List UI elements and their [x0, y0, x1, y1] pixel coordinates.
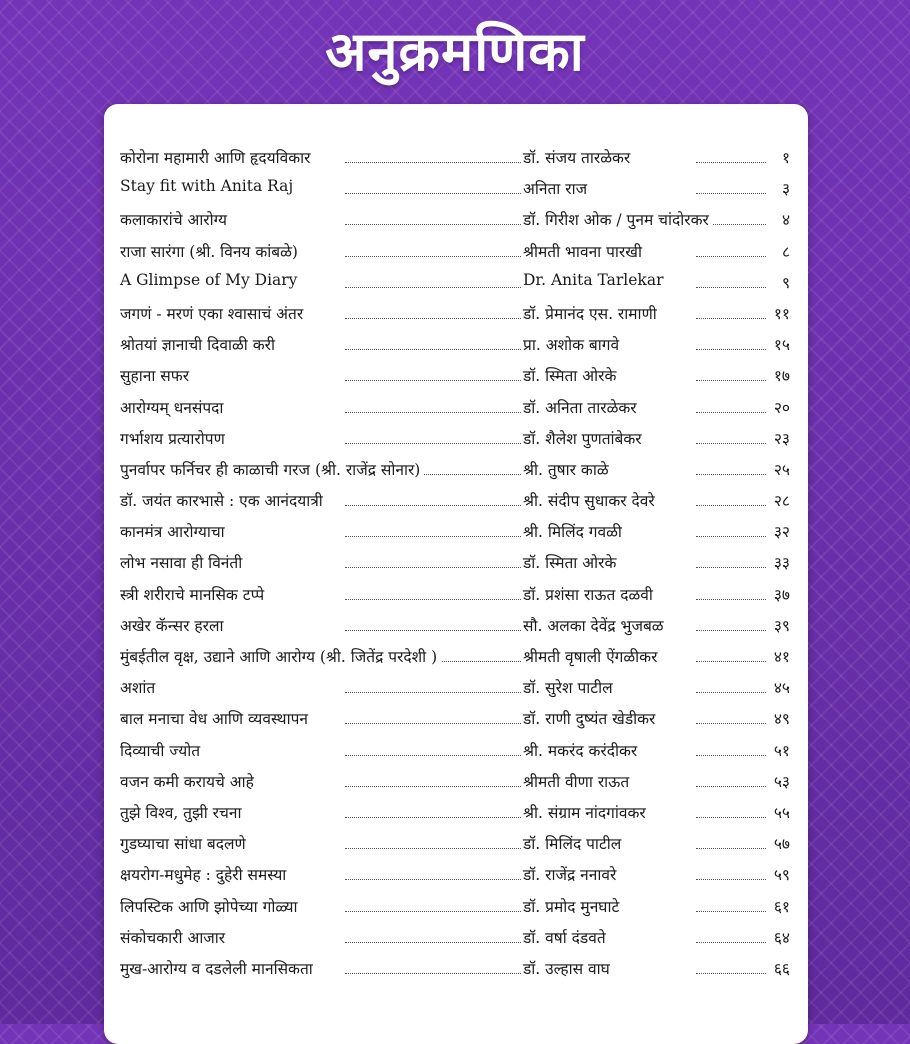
leader-dots [345, 973, 521, 974]
contents-row [120, 891, 790, 922]
article-title: क्षयरोग-मधुमेह : दुहेरी समस्या [120, 863, 290, 885]
leader-dots [696, 505, 766, 506]
leader-dots [696, 193, 766, 194]
leader-dots [696, 380, 766, 381]
article-author: डॉ. स्मिता ओरके [523, 364, 619, 386]
article-author: श्री. संदीप सुधाकर देवरे [523, 489, 658, 511]
contents-row [120, 579, 790, 610]
leader-dots [345, 224, 521, 225]
leader-dots [345, 380, 521, 381]
leader-dots [696, 879, 766, 880]
page-number: ४१ [771, 645, 790, 667]
leader-dots [696, 567, 766, 568]
leader-dots [696, 692, 766, 693]
article-author: श्रीमती वीणा राऊत [523, 770, 632, 792]
article-author: डॉ. प्रमोद मुनघाटे [523, 895, 622, 917]
article-author: अनिता राज [523, 177, 590, 199]
contents-row [120, 267, 790, 298]
leader-dots [696, 973, 766, 974]
article-title: कलाकारांचे आरोग्य [120, 208, 231, 230]
leader-dots [696, 443, 766, 444]
leader-dots [696, 755, 766, 756]
leader-dots [345, 723, 521, 724]
leader-dots [696, 287, 766, 288]
contents-row [120, 610, 790, 641]
contents-row [120, 859, 790, 890]
page-number: २५ [771, 458, 790, 480]
contents-list [120, 142, 790, 984]
page-number: ३३ [771, 551, 790, 573]
page-number: ११ [771, 302, 790, 324]
leader-dots [345, 848, 521, 849]
contents-row [120, 298, 790, 329]
leader-dots [345, 193, 521, 194]
contents-row [120, 423, 790, 454]
contents-row [120, 454, 790, 485]
article-author: डॉ. सुरेश पाटील [523, 676, 616, 698]
article-author: डॉ. स्मिता ओरके [523, 551, 619, 573]
leader-dots [696, 536, 766, 537]
leader-dots [696, 318, 766, 319]
article-title: लिपस्टिक आणि झोपेच्या गोळ्या [120, 895, 302, 917]
contents-row [120, 922, 790, 953]
article-author: डॉ. राणी दुष्यंत खेडीकर [523, 707, 658, 729]
page-number: ६१ [771, 895, 790, 917]
contents-row [120, 173, 790, 204]
article-author: सौ. अलका देवेंद्र भुजबळ [523, 614, 667, 636]
leader-dots [345, 692, 521, 693]
page-number: २८ [771, 489, 790, 511]
leader-dots [345, 412, 521, 413]
page-number: ६६ [771, 957, 790, 979]
leader-dots [345, 567, 521, 568]
leader-dots [696, 661, 766, 662]
page-number: ५१ [771, 739, 790, 761]
contents-row [120, 360, 790, 391]
leader-dots [696, 942, 766, 943]
leader-dots [345, 599, 521, 600]
contents-row [120, 797, 790, 828]
contents-row [120, 485, 790, 516]
leader-dots [345, 786, 521, 787]
article-title: लोभ नसावा ही विनंती [120, 551, 246, 573]
article-author: श्रीमती भावना पारखी [523, 240, 645, 262]
leader-dots [345, 318, 521, 319]
contents-card [104, 104, 808, 1044]
contents-row [120, 703, 790, 734]
article-author: डॉ. अनिता तारळेकर [523, 396, 640, 418]
page-number: ३ [779, 177, 790, 199]
contents-row [120, 547, 790, 578]
leader-dots [345, 256, 521, 257]
article-title: वजन कमी करायचे आहे [120, 770, 258, 792]
article-author: प्रा. अशोक बागवे [523, 333, 622, 355]
leader-dots [696, 474, 766, 475]
leader-dots [345, 755, 521, 756]
article-title: गुडघ्याचा सांधा बदलणे [120, 832, 250, 854]
contents-row [120, 142, 790, 173]
article-author: डॉ. वर्षा दंडवते [523, 926, 609, 948]
leader-dots [696, 911, 766, 912]
leader-dots [345, 443, 521, 444]
page-number: ३७ [771, 583, 790, 605]
leader-dots [696, 256, 766, 257]
page-number: १७ [771, 364, 790, 386]
article-title: अखेर कॅन्सर हरला [120, 614, 228, 636]
leader-dots [345, 879, 521, 880]
page-number: २० [771, 396, 790, 418]
article-author: Dr. Anita Tarlekar [523, 271, 666, 289]
page-number: ५९ [771, 863, 790, 885]
article-title: मुंबईतील वृक्ष, उद्याने आणि आरोग्य (श्री. जितेंद्र परदेशी ) [120, 645, 441, 667]
article-title: स्त्री शरीराचे मानसिक टप्पे [120, 583, 268, 605]
page-title: अनुक्रमणिका [325, 20, 585, 83]
page-number: ५५ [771, 801, 790, 823]
article-author: डॉ. उल्हास वाघ [523, 957, 613, 979]
article-title: राजा सारंगा (श्री. विनय कांबळे) [120, 240, 302, 262]
contents-row [120, 766, 790, 797]
page-number: १ [779, 146, 790, 168]
article-title: श्रोतयां ज्ञानाची दिवाळी करी [120, 333, 279, 355]
article-author: डॉ. मिलिंद पाटील [523, 832, 624, 854]
leader-dots [345, 817, 521, 818]
contents-row [120, 828, 790, 859]
article-author: डॉ. संजय तारळेकर [523, 146, 633, 168]
article-title: सुहाना सफर [120, 364, 193, 386]
leader-dots [696, 599, 766, 600]
leader-dots [345, 505, 521, 506]
article-author: डॉ. गिरीश ओक / पुनम चांदोरकर [523, 208, 712, 230]
article-title: आरोग्यम् धनसंपदा [120, 396, 227, 418]
contents-row [120, 641, 790, 672]
article-author: डॉ. प्रेमानंद एस. रामाणी [523, 302, 660, 324]
contents-row [120, 953, 790, 984]
page-number: २३ [771, 427, 790, 449]
contents-row [120, 329, 790, 360]
article-title: डॉ. जयंत कारभासे : एक आनंदयात्री [120, 489, 327, 511]
article-title: कानमंत्र आरोग्याचा [120, 520, 229, 542]
article-title: बाल मनाचा वेध आणि व्यवस्थापन [120, 707, 312, 729]
article-author: श्री. मकरंद करंदीकर [523, 739, 640, 761]
article-title: संकोचकारी आजार [120, 926, 229, 948]
article-author: श्री. तुषार काळे [523, 458, 612, 480]
leader-dots [345, 942, 521, 943]
page-number: ४५ [771, 676, 790, 698]
page-number: ५३ [771, 770, 790, 792]
leader-dots [345, 349, 521, 350]
leader-dots [345, 911, 521, 912]
page-number: ४९ [771, 707, 790, 729]
contents-row [120, 204, 790, 235]
leader-dots [696, 786, 766, 787]
contents-row [120, 392, 790, 423]
article-title: पुनर्वापर फर्निचर ही काळाची गरज (श्री. राजेंद्र सोनार) [120, 458, 424, 480]
article-title: कोरोना महामारी आणि हृदयविकार [120, 146, 315, 168]
page-number: ९ [779, 271, 790, 293]
article-title: A Glimpse of My Diary [120, 271, 301, 289]
contents-row [120, 672, 790, 703]
contents-row [120, 735, 790, 766]
article-title: अशांत [120, 676, 159, 698]
leader-dots [345, 536, 521, 537]
page-number: ८ [779, 240, 790, 262]
contents-row [120, 516, 790, 547]
page-number: ५७ [771, 832, 790, 854]
page-number: ६४ [771, 926, 790, 948]
leader-dots [696, 723, 766, 724]
page-number: ३२ [771, 520, 790, 542]
article-author: डॉ. शैलेश पुणतांबेकर [523, 427, 645, 449]
leader-dots [696, 162, 766, 163]
article-title: दिव्याची ज्योत [120, 739, 204, 761]
article-author: डॉ. प्रशंसा राऊत दळवी [523, 583, 656, 605]
page-number: १५ [771, 333, 790, 355]
contents-row [120, 236, 790, 267]
article-author: श्री. संग्राम नांदगांवकर [523, 801, 649, 823]
leader-dots [696, 630, 766, 631]
leader-dots [696, 412, 766, 413]
leader-dots [696, 817, 766, 818]
article-title: तुझे विश्व, तुझी रचना [120, 801, 245, 823]
article-title: मुख-आरोग्य व दडलेली मानसिकता [120, 957, 317, 979]
leader-dots [345, 287, 521, 288]
article-author: श्री. मिलिंद गवळी [523, 520, 625, 542]
article-author: श्रीमती वृषाली ऐंगळीकर [523, 645, 660, 667]
page-number: ३९ [771, 614, 790, 636]
article-title: Stay fit with Anita Raj [120, 177, 297, 195]
article-author: डॉ. राजेंद्र ननावरे [523, 863, 619, 885]
article-title: जगणं - मरणं एका श्वासाचं अंतर [120, 302, 307, 324]
article-title: गर्भाशय प्रत्यारोपण [120, 427, 229, 449]
leader-dots [345, 630, 521, 631]
leader-dots [696, 349, 766, 350]
leader-dots [696, 848, 766, 849]
page-number: ४ [779, 208, 790, 230]
leader-dots [345, 162, 521, 163]
